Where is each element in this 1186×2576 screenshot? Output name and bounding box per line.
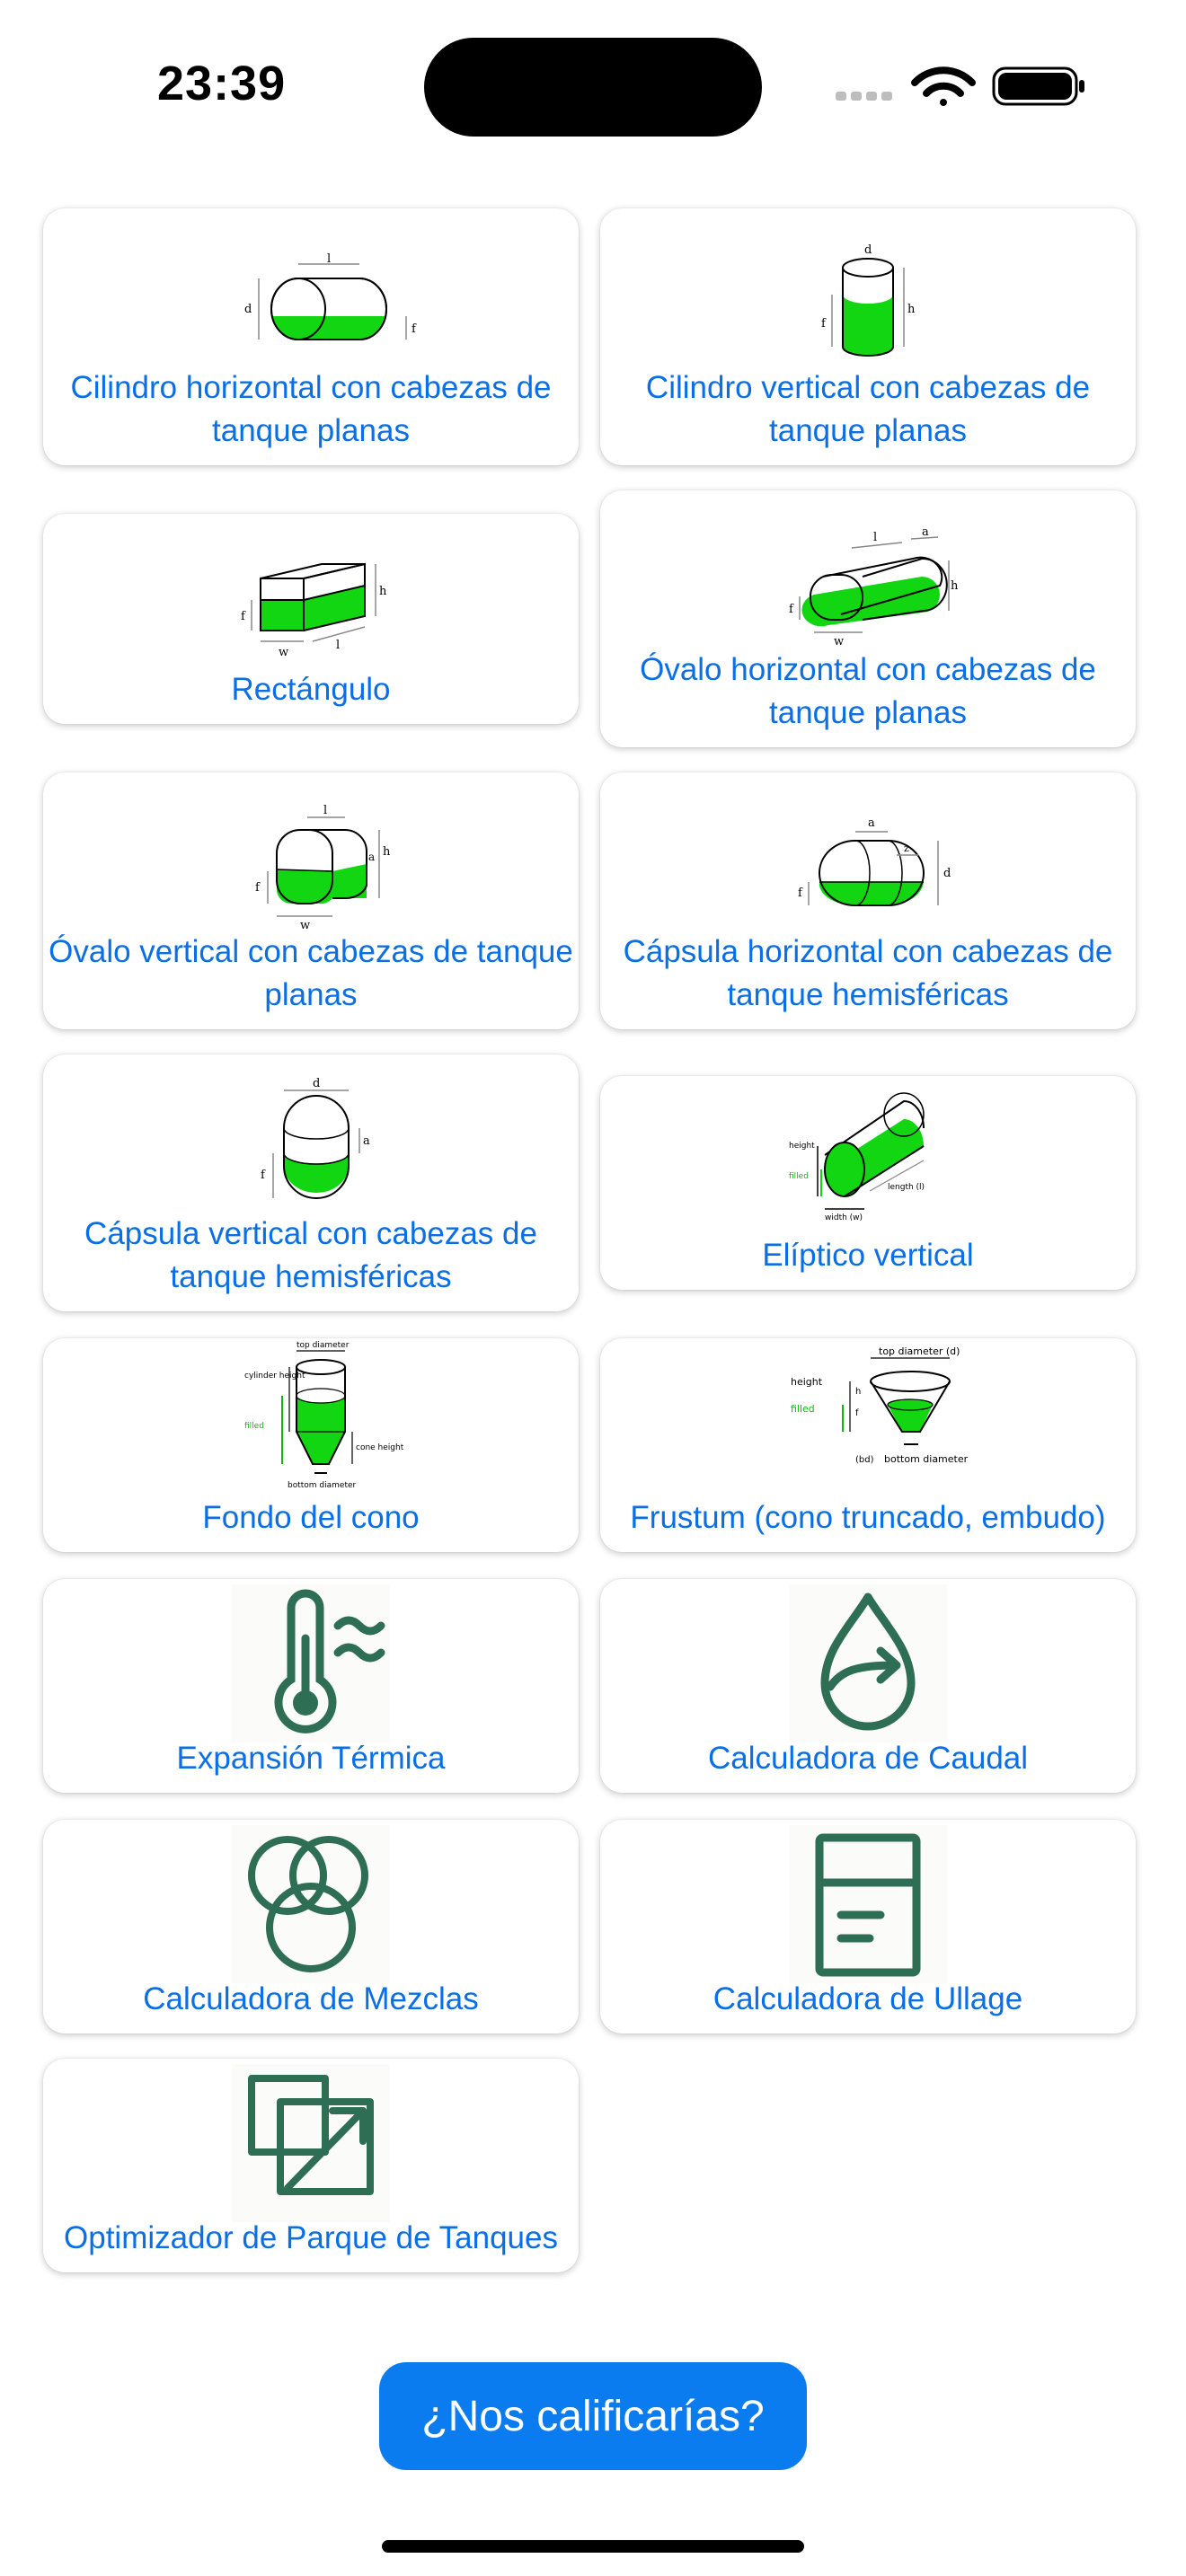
card-tank-optimizer[interactable] [43, 2059, 579, 2272]
svg-text:filled: filled [244, 1422, 264, 1431]
home-indicator[interactable] [382, 2540, 804, 2553]
card-label: Cápsula vertical con cabezas de tanque hemisféricas [84, 1216, 537, 1294]
svg-text:h: h [383, 845, 391, 859]
svg-text:f: f [821, 317, 826, 331]
status-time: 23:39 [157, 57, 287, 110]
svg-text:filled: filled [789, 1172, 809, 1181]
svg-text:l: l [327, 252, 332, 266]
horizontal-capsule-diagram [787, 799, 958, 925]
card-rectangle[interactable] [43, 514, 579, 724]
svg-text:height: height [789, 1142, 815, 1151]
svg-text:d: d [313, 1077, 321, 1090]
svg-text:f: f [412, 322, 416, 336]
card-flow-calculator[interactable] [600, 1579, 1136, 1793]
svg-text:(bd): (bd) [855, 1455, 874, 1465]
horizontal-oval-flat-heads-diagram [787, 521, 958, 647]
svg-text:f: f [255, 881, 260, 895]
card-label: Expansión Térmica [176, 1741, 446, 1776]
svg-text:z: z [904, 842, 909, 854]
card-label: Frustum (cono truncado, embudo) [630, 1500, 1106, 1535]
svg-text:f: f [261, 1169, 265, 1182]
card-label: Elíptico vertical [762, 1238, 974, 1273]
svg-text:l: l [323, 804, 328, 817]
card-horizontal-oval[interactable] [600, 490, 1136, 747]
card-vertical-cylinder[interactable] [600, 208, 1136, 465]
svg-text:a: a [922, 525, 929, 539]
card-label: Optimizador de Parque de Tanques [64, 2220, 558, 2255]
svg-text:d: d [244, 303, 252, 316]
card-label: Calculadora de Caudal [707, 1741, 1029, 1776]
svg-text:a: a [868, 816, 875, 830]
svg-text:width (w): width (w) [825, 1213, 863, 1222]
vertical-cylinder-flat-heads-diagram [814, 241, 922, 375]
svg-text:a: a [363, 1134, 370, 1148]
frustum-diagram [789, 1345, 969, 1489]
svg-text:f: f [241, 610, 245, 623]
svg-text:l: l [873, 531, 878, 544]
ullage-tank-icon [789, 1825, 947, 1983]
card-vertical-capsule[interactable] [43, 1054, 579, 1311]
svg-text:w: w [300, 919, 311, 932]
svg-text:length (l): length (l) [888, 1183, 925, 1192]
svg-text:l: l [336, 639, 341, 652]
vertical-oval-flat-heads-diagram [232, 798, 394, 932]
card-thermal-expansion[interactable] [43, 1579, 579, 1793]
svg-text:top diameter (d): top diameter (d) [879, 1345, 960, 1357]
card-label: Fondo del cono [202, 1500, 420, 1535]
svg-text:bottom diameter: bottom diameter [288, 1481, 357, 1490]
svg-text:a: a [368, 851, 376, 863]
rectangle-tank-diagram [223, 548, 399, 665]
card-label: Calculadora de Mezclas [143, 1981, 479, 2016]
card-mix-calculator[interactable] [43, 1820, 579, 2033]
svg-text:f: f [798, 887, 802, 900]
tank-optimizer-icon [232, 2064, 390, 2222]
vertical-capsule-diagram [259, 1076, 376, 1211]
svg-text:d: d [864, 243, 872, 257]
svg-text:top diameter: top diameter [296, 1341, 350, 1350]
svg-text:h: h [855, 1387, 862, 1397]
vertical-elliptical-diagram [789, 1083, 951, 1227]
svg-text:filled: filled [791, 1403, 815, 1415]
cone-bottom-diagram [243, 1338, 404, 1496]
horizontal-cylinder-flat-heads-diagram [234, 251, 431, 377]
card-cone-bottom[interactable] [43, 1338, 579, 1552]
svg-text:f: f [789, 603, 793, 616]
svg-text:h: h [951, 579, 959, 593]
flow-drop-icon [789, 1584, 947, 1742]
rate-app-button[interactable]: ¿Nos calificarías? [379, 2362, 807, 2470]
svg-text:h: h [907, 303, 916, 316]
card-vertical-elliptical[interactable] [600, 1076, 1136, 1290]
card-label: Calculadora de Ullage [712, 1981, 1023, 2016]
svg-text:bottom diameter: bottom diameter [884, 1453, 969, 1465]
svg-text:f: f [855, 1408, 859, 1418]
card-label: Rectángulo [231, 672, 391, 707]
card-label: Óvalo vertical con cabezas de tanque planas [49, 934, 573, 1012]
svg-text:cone height: cone height [356, 1443, 404, 1452]
card-horizontal-cylinder[interactable] [43, 208, 579, 465]
svg-text:height: height [791, 1376, 823, 1388]
svg-text:w: w [834, 635, 845, 648]
card-label: Óvalo horizontal con cabezas de tanque planas [640, 652, 1096, 730]
svg-text:h: h [379, 585, 387, 598]
card-frustum[interactable] [600, 1338, 1136, 1552]
card-ullage-calculator[interactable] [600, 1820, 1136, 2033]
card-label: Cápsula horizontal con cabezas de tanque hemisféricas [623, 934, 1113, 1012]
card-label: Cilindro horizontal con cabezas de tanque planas [70, 370, 552, 448]
thermometer-icon [232, 1584, 390, 1742]
card-vertical-oval[interactable] [43, 772, 579, 1029]
card-label: Cilindro vertical con cabezas de tanque planas [645, 370, 1091, 448]
mix-circles-icon [232, 1825, 390, 1983]
card-horizontal-capsule[interactable] [600, 772, 1136, 1029]
svg-text:cylinder height: cylinder height [244, 1372, 305, 1381]
svg-text:w: w [279, 646, 289, 659]
svg-text:d: d [943, 867, 951, 880]
